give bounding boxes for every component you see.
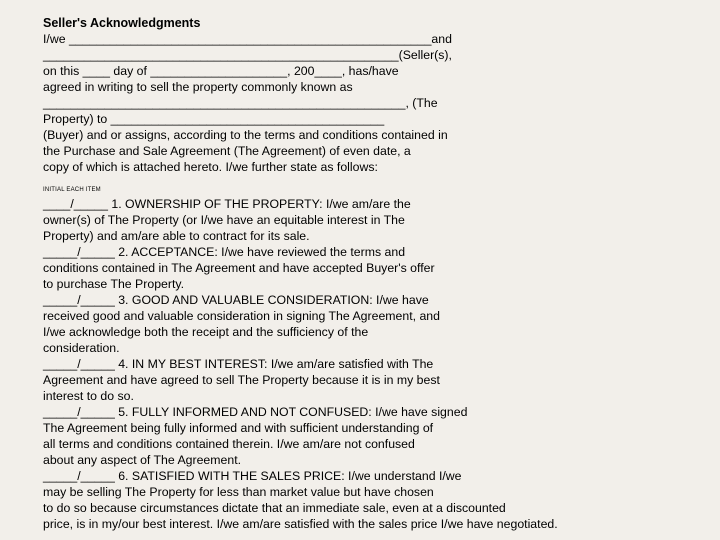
text-line: ____________________________________________________(Seller(s), — [43, 48, 452, 62]
text-line: Property) to ________________________________________ — [43, 112, 385, 126]
item-line: _____/_____ 3. GOOD AND VALUABLE CONSIDERATION: I/we have — [43, 293, 429, 307]
item-line: Property) and am/are able to contract for its sale. — [43, 229, 310, 243]
item-line: owner(s) of The Property (or I/we have an equitable interest in The — [43, 213, 405, 227]
item-line: price, is in my/our best interest. I/we am/are satisfied with the sales price I/we have negotiated. — [43, 517, 558, 531]
item-line: consideration. — [43, 341, 120, 355]
document-title: Seller's Acknowledgments — [43, 16, 201, 30]
item-line: to do so because circumstances dictate that an immediate sale, even at a discounted — [43, 501, 506, 515]
item-line: _____/_____ 6. SATISFIED WITH THE SALES PRICE: I/we understand I/we — [43, 469, 462, 483]
item-line: ____/_____ 1. OWNERSHIP OF THE PROPERTY: I/we am/are the — [43, 197, 411, 211]
item-line: _____/_____ 5. FULLY INFORMED AND NOT CONFUSED: I/we have signed — [43, 405, 468, 419]
item-line: _____/_____ 2. ACCEPTANCE: I/we have reviewed the terms and — [43, 245, 406, 259]
text-line: I/we _____________________________________________________and — [43, 32, 452, 46]
initial-each-item-label: INITIAL EACH ITEM — [43, 187, 101, 193]
item-line: to purchase The Property. — [43, 277, 185, 291]
item-line: interest to do so. — [43, 389, 134, 403]
item-line: conditions contained in The Agreement and have accepted Buyer's offer — [43, 261, 435, 275]
item-line: Agreement and have agreed to sell The Property because it is in my best — [43, 373, 440, 387]
item-line: received good and valuable consideration in signing The Agreement, and — [43, 309, 440, 323]
text-line: the Purchase and Sale Agreement (The Agreement) of even date, a — [43, 144, 411, 158]
text-line: copy of which is attached hereto. I/we further state as follows: — [43, 160, 378, 174]
text-line: on this ____ day of ____________________, 200____, has/have — [43, 64, 399, 78]
item-line: I/we acknowledge both the receipt and the sufficiency of the — [43, 325, 369, 339]
intro-paragraph — [43, 31, 703, 175]
item-line: The Agreement being fully informed and with sufficient understanding of — [43, 421, 434, 435]
item-line: _____/_____ 4. IN MY BEST INTEREST: I/we am/are satisfied with The — [43, 357, 434, 371]
acknowledgment-items — [43, 196, 703, 532]
item-line: all terms and conditions contained therein. I/we am/are not confused — [43, 437, 415, 451]
item-line: may be selling The Property for less than market value but have chosen — [43, 485, 434, 499]
text-line: _____________________________________________________, (The — [43, 96, 438, 110]
text-line: (Buyer) and or assigns, according to the terms and conditions contained in — [43, 128, 448, 142]
item-line: about any aspect of The Agreement. — [43, 453, 242, 467]
document-page — [43, 15, 703, 532]
text-line: agreed in writing to sell the property commonly known as — [43, 80, 353, 94]
